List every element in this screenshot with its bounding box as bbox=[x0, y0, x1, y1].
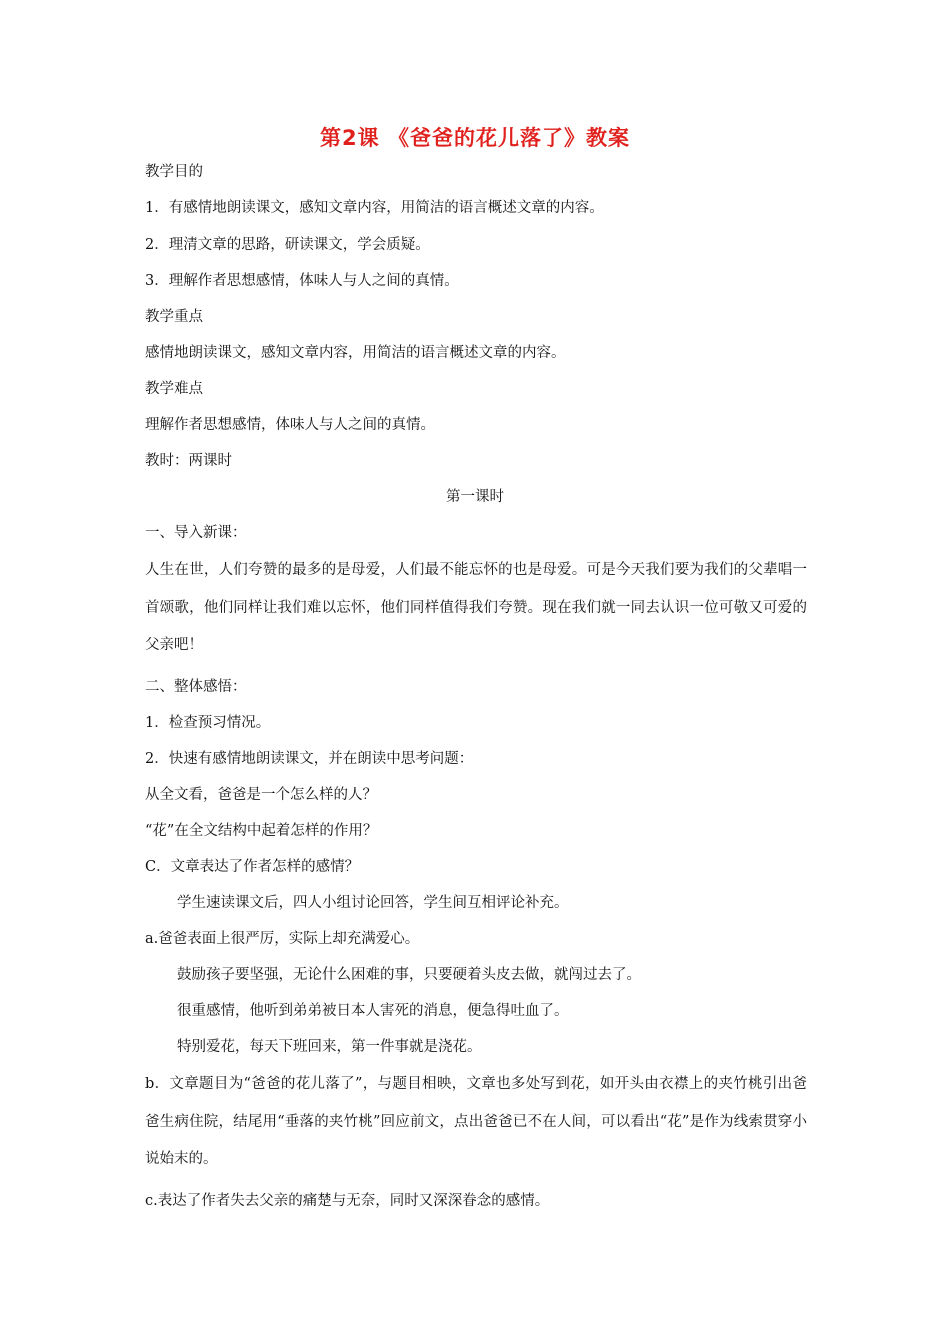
answer-a-point-3: 特别爱花，每天下班回来，第一件事就是浇花。 bbox=[177, 1039, 482, 1055]
difficulty-heading: 教学难点 bbox=[145, 381, 203, 397]
question-a: 从全文看，爸爸是一个怎么样的人？ bbox=[145, 787, 377, 803]
step-1: 1．检查预习情况。 bbox=[145, 715, 271, 731]
focus-heading: 教学重点 bbox=[145, 309, 203, 325]
focus-text: 感情地朗读课文，感知文章内容，用简洁的语言概述文章的内容。 bbox=[145, 345, 566, 361]
goal-item-1: 1．有感情地朗读课文，感知文章内容，用简洁的语言概述文章的内容。 bbox=[145, 200, 604, 216]
question-b: “花”在全文结构中起着怎样的作用？ bbox=[145, 823, 378, 839]
goals-heading: 教学目的 bbox=[145, 164, 203, 180]
answer-a-point-1: 鼓励孩子要坚强，无论什么困难的事，只要硬着头皮去做，就闯过去了。 bbox=[177, 967, 641, 983]
answer-a-point-2: 很重感情，他听到弟弟被日本人害死的消息，便急得吐血了。 bbox=[177, 1003, 569, 1019]
question-c: C．文章表达了作者怎样的感情？ bbox=[145, 859, 360, 875]
step-2: 2．快速有感情地朗读课文，并在朗读中思考问题： bbox=[145, 751, 474, 767]
goal-item-3: 3．理解作者思想感情，体味人与人之间的真情。 bbox=[145, 273, 459, 289]
lesson-heading: 第一课时 bbox=[446, 489, 504, 505]
section1-paragraph: 人生在世，人们夸赞的最多的是母爱，人们最不能忘怀的也是母爱。可是今天我们要为我们的父辈唱一首颂歌，他们同样让我们难以忘怀，他们同样值得我们夸赞。现在我们就一同去认识一位可敬又可爱的父亲吧！ bbox=[145, 562, 807, 653]
goal-item-2: 2．理清文章的思路，研读课文，学会质疑。 bbox=[145, 237, 430, 253]
difficulty-text: 理解作者思想感情，体味人与人之间的真情。 bbox=[145, 417, 435, 433]
hours-text: 教时：两课时 bbox=[145, 453, 232, 469]
section1-heading: 一、导入新课： bbox=[145, 525, 247, 541]
answer-c: c.表达了作者失去父亲的痛楚与无奈，同时又深深眷念的感情。 bbox=[145, 1193, 550, 1209]
answer-b: b．文章题目为“爸爸的花儿落了”，与题目相映，文章也多处写到花，如开头由衣襟上的夹竹桃引出爸爸生病住院，结尾用“垂落的夹竹桃”回应前文，点出爸爸已不在人间，可以看出“花”是作为线索贯穿小说始末的。 bbox=[145, 1076, 807, 1167]
answer-a: a.爸爸表面上很严厉，实际上却充满爱心。 bbox=[145, 931, 420, 947]
discussion-text: 学生速读课文后，四人小组讨论回答，学生间互相评论补充。 bbox=[177, 895, 569, 911]
section2-heading: 二、整体感悟： bbox=[145, 679, 247, 695]
document-title: 第2课 《爸爸的花儿落了》教案 bbox=[320, 126, 630, 150]
